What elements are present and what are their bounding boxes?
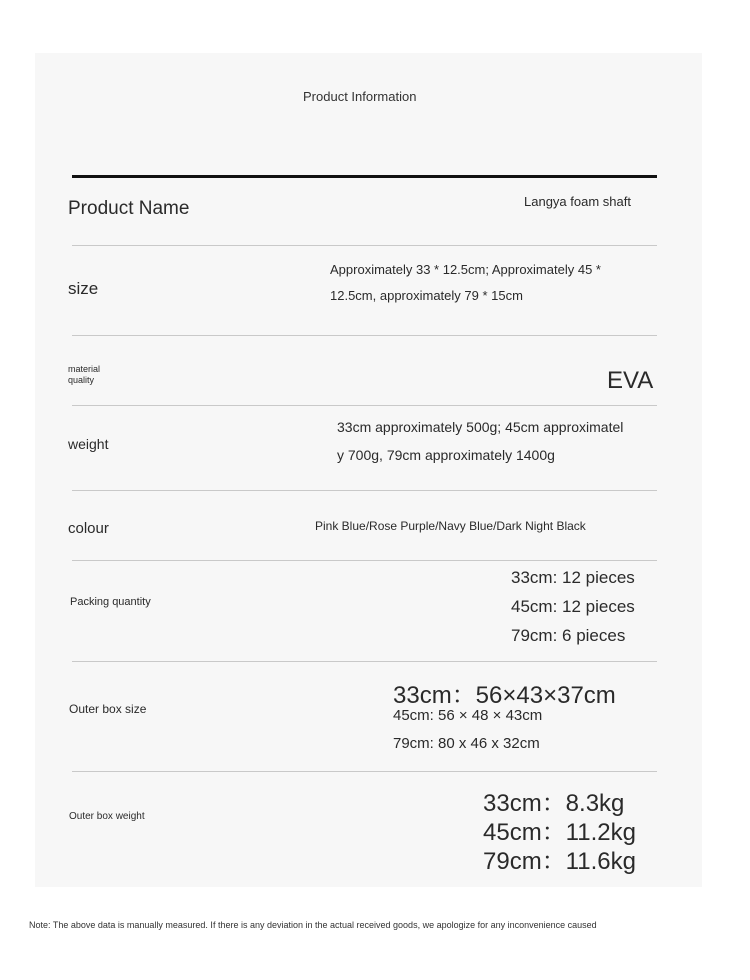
material-label [68, 364, 100, 386]
colour-value: Pink Blue/Rose Purple/Navy Blue/Dark Night Black [315, 519, 586, 533]
weight-value-line-1: 33cm approximately 500g; 45cm approximatel [337, 419, 624, 435]
footer-note: Note: The above data is manually measured. If there is any deviation in the actual received goods, we apologize for any inconvenience caused [29, 920, 597, 930]
packing-quantity-45: 45cm: 12 pieces [511, 597, 635, 616]
material-label-line-1: material [68, 364, 101, 374]
row-divider [72, 405, 657, 406]
product-name-label: Product Name [68, 198, 190, 219]
row-divider [72, 560, 657, 561]
colour-label: colour [68, 520, 109, 537]
packing-quantity-label: Packing quantity [70, 596, 151, 608]
row-divider [72, 490, 657, 491]
size-value-line-1: Approximately 33 * 12.5cm; Approximately 45 * [330, 262, 601, 277]
row-divider [72, 245, 657, 246]
row-divider [72, 771, 657, 772]
packing-quantity-33: 33cm: 12 pieces [511, 568, 635, 587]
material-value: EVA [607, 367, 654, 394]
outer-box-size-79: 79cm: 80 x 46 x 32cm [393, 735, 540, 752]
packing-quantity-79: 79cm: 6 pieces [511, 626, 626, 645]
row-divider [72, 335, 657, 336]
outer-box-weight-33: 33cm：8.3kg [483, 790, 625, 817]
material-label-line-2: quality [68, 375, 95, 385]
weight-value-line-2: y 700g, 79cm approximately 1400g [337, 447, 555, 463]
outer-box-weight-label: Outer box weight [69, 811, 145, 822]
outer-box-weight-79: 79cm：11.6kg [483, 848, 636, 875]
outer-box-weight-45: 45cm：11.2kg [483, 819, 636, 846]
size-label: size [68, 279, 99, 298]
size-value-line-2: 12.5cm, approximately 79 * 15cm [330, 288, 523, 303]
weight-label: weight [68, 436, 109, 452]
outer-box-size-45: 45cm: 56 × 48 × 43cm [393, 707, 543, 724]
page-title: Product Information [303, 89, 417, 104]
outer-box-size-33: 33cm：56×43×37cm [393, 682, 616, 709]
product-info-card [35, 53, 702, 887]
row-divider [72, 661, 657, 662]
header-divider [72, 175, 657, 178]
outer-box-size-label: Outer box size [69, 702, 147, 716]
product-name-value: Langya foam shaft [524, 194, 631, 209]
